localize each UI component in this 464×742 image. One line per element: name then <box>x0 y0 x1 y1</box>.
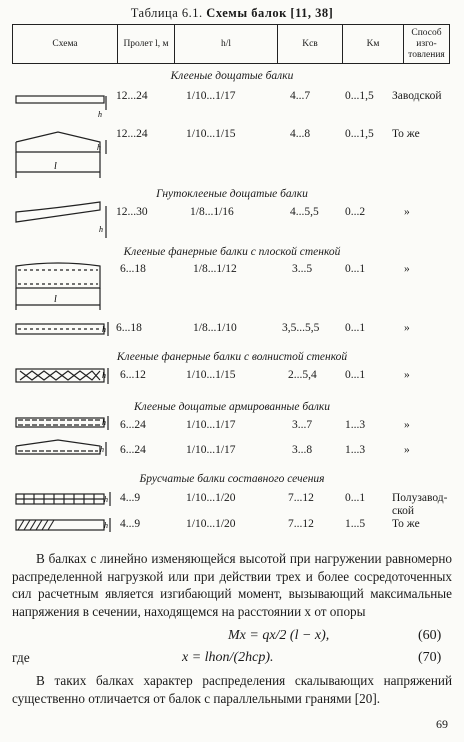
row-ksv: 7...12 <box>288 492 314 504</box>
row-ratio: 1/8...1/16 <box>190 206 234 218</box>
header-span: Пролет l, м <box>118 25 175 64</box>
row-km: 1...5 <box>345 518 366 530</box>
row-ratio: 1/8...1/10 <box>193 322 237 334</box>
row-km: 0...1,5 <box>345 90 374 102</box>
row-ratio: 1/10...1/20 <box>186 518 236 530</box>
group-heading: Гнутоклееные дощатые балки <box>156 188 308 200</box>
row-span: 4...9 <box>120 492 141 504</box>
beam-scheme-plywood-flat <box>16 263 100 310</box>
row-span: 12...30 <box>116 206 148 218</box>
row-span: 6...12 <box>120 369 146 381</box>
label-h: h <box>100 445 104 454</box>
caption-title: Схемы балок [11, 38] <box>206 6 334 20</box>
row-ratio: 1/8...1/12 <box>193 263 237 275</box>
table-header <box>12 24 450 64</box>
table-caption <box>0 6 464 21</box>
row-method: » <box>404 263 410 275</box>
row-method: » <box>404 419 410 431</box>
row-method: » <box>404 444 410 456</box>
label-h: h <box>102 418 106 427</box>
row-km: 1...3 <box>345 444 366 456</box>
row-span: 6...18 <box>120 263 146 275</box>
group-heading: Брусчатые балки составного сечения <box>139 473 325 485</box>
caption-prefix: Таблица 6.1. <box>130 6 203 20</box>
row-span: 6...18 <box>116 322 142 334</box>
row-ksv: 3...7 <box>292 419 313 431</box>
label-h: h <box>102 325 106 334</box>
beam-scheme-composite-hatched <box>16 518 110 532</box>
row-method: То же <box>392 518 420 530</box>
beam-scheme-corrugated <box>16 368 108 384</box>
equation-number: (60) <box>418 628 442 643</box>
label-h: h <box>97 143 101 152</box>
paragraph: В балках с линейно изменяющейся высотой при нагружении равномерно распределенной нагрузкой или при действии трех и более сосредоточенных сил расчетным является изгибающий момент, вызывающий максимальные напряжения в сечении, находящемся на расстоянии x от опоры <box>12 551 452 619</box>
beam-scheme-reinforced-pitched <box>16 440 106 456</box>
row-km: 0...1 <box>345 369 366 381</box>
row-km: 0...1,5 <box>345 128 374 140</box>
beam-scheme-reinforced <box>16 416 108 430</box>
group-heading: Клееные дощатые армированные балки <box>133 401 330 413</box>
row-method: » <box>404 206 410 218</box>
label-h: h <box>99 225 103 234</box>
label-h: h <box>98 110 102 119</box>
label-l: l <box>54 294 57 305</box>
equation-70: x = lhоп/(2hср). <box>182 650 274 665</box>
beam-schemes <box>0 60 115 542</box>
row-km: 0...2 <box>345 206 366 218</box>
header-ksv: Kсв <box>278 25 343 64</box>
row-km: 0...1 <box>345 322 366 334</box>
page-number: 69 <box>436 717 448 731</box>
header-ratio: h/l <box>175 25 278 64</box>
group-heading: Клееные фанерные балки с плоской стенкой <box>123 246 341 258</box>
row-span: 12...24 <box>116 128 148 140</box>
row-ksv: 7...12 <box>288 518 314 530</box>
row-km: 0...1 <box>345 492 366 504</box>
header-scheme: Схема <box>13 25 118 64</box>
row-ksv: 4...7 <box>290 90 311 102</box>
row-ksv: 3...8 <box>292 444 313 456</box>
label-h: h <box>102 371 106 380</box>
header-km: Kм <box>343 25 404 64</box>
row-method: » <box>404 369 410 381</box>
row-ratio: 1/10...1/17 <box>186 419 236 431</box>
row-span: 4...9 <box>120 518 141 530</box>
row-span: 6...24 <box>120 419 146 431</box>
row-ksv: 3,5...5,5 <box>282 322 320 334</box>
beam-scheme-composite-dowels <box>16 492 110 506</box>
beam-scheme-curved <box>16 202 106 238</box>
row-span: 12...24 <box>116 90 148 102</box>
equation-60: Mx = qx/2 (l − x), <box>228 628 330 643</box>
row-method: Полузавод-ской <box>392 492 448 517</box>
row-ratio: 1/10...1/15 <box>186 128 236 140</box>
row-ratio: 1/10...1/20 <box>186 492 236 504</box>
label-h: h <box>104 495 108 504</box>
row-km: 1...3 <box>345 419 366 431</box>
row-method: Заводской <box>392 90 442 102</box>
header-method: Способ изго-товления <box>404 25 450 64</box>
label-h: h <box>104 521 108 530</box>
row-ksv: 4...8 <box>290 128 311 140</box>
where-label: где <box>12 650 30 665</box>
beam-scheme-straight <box>16 96 106 119</box>
group-heading: Клееные фанерные балки с волнистой стенкой <box>116 351 348 363</box>
row-ksv: 3...5 <box>292 263 313 275</box>
equation-number: (70) <box>418 650 442 665</box>
row-km: 0...1 <box>345 263 366 275</box>
row-ksv: 2...5,4 <box>288 369 317 381</box>
row-ratio: 1/10...1/15 <box>186 369 236 381</box>
row-method: » <box>404 322 410 334</box>
row-ksv: 4...5,5 <box>290 206 319 218</box>
group-heading: Клееные дощатые балки <box>170 70 294 82</box>
beam-scheme-pitched <box>16 132 106 178</box>
row-ratio: 1/10...1/17 <box>186 444 236 456</box>
row-span: 6...24 <box>120 444 146 456</box>
label-l: l <box>54 161 57 172</box>
row-ratio: 1/10...1/17 <box>186 90 236 102</box>
paragraph: В таких балках характер распределения скалывающих напряжений существенно отличается от балок с параллельными гранями [20]. <box>12 673 452 706</box>
row-method: То же <box>392 128 420 140</box>
beam-scheme-plywood-straight <box>16 322 108 336</box>
